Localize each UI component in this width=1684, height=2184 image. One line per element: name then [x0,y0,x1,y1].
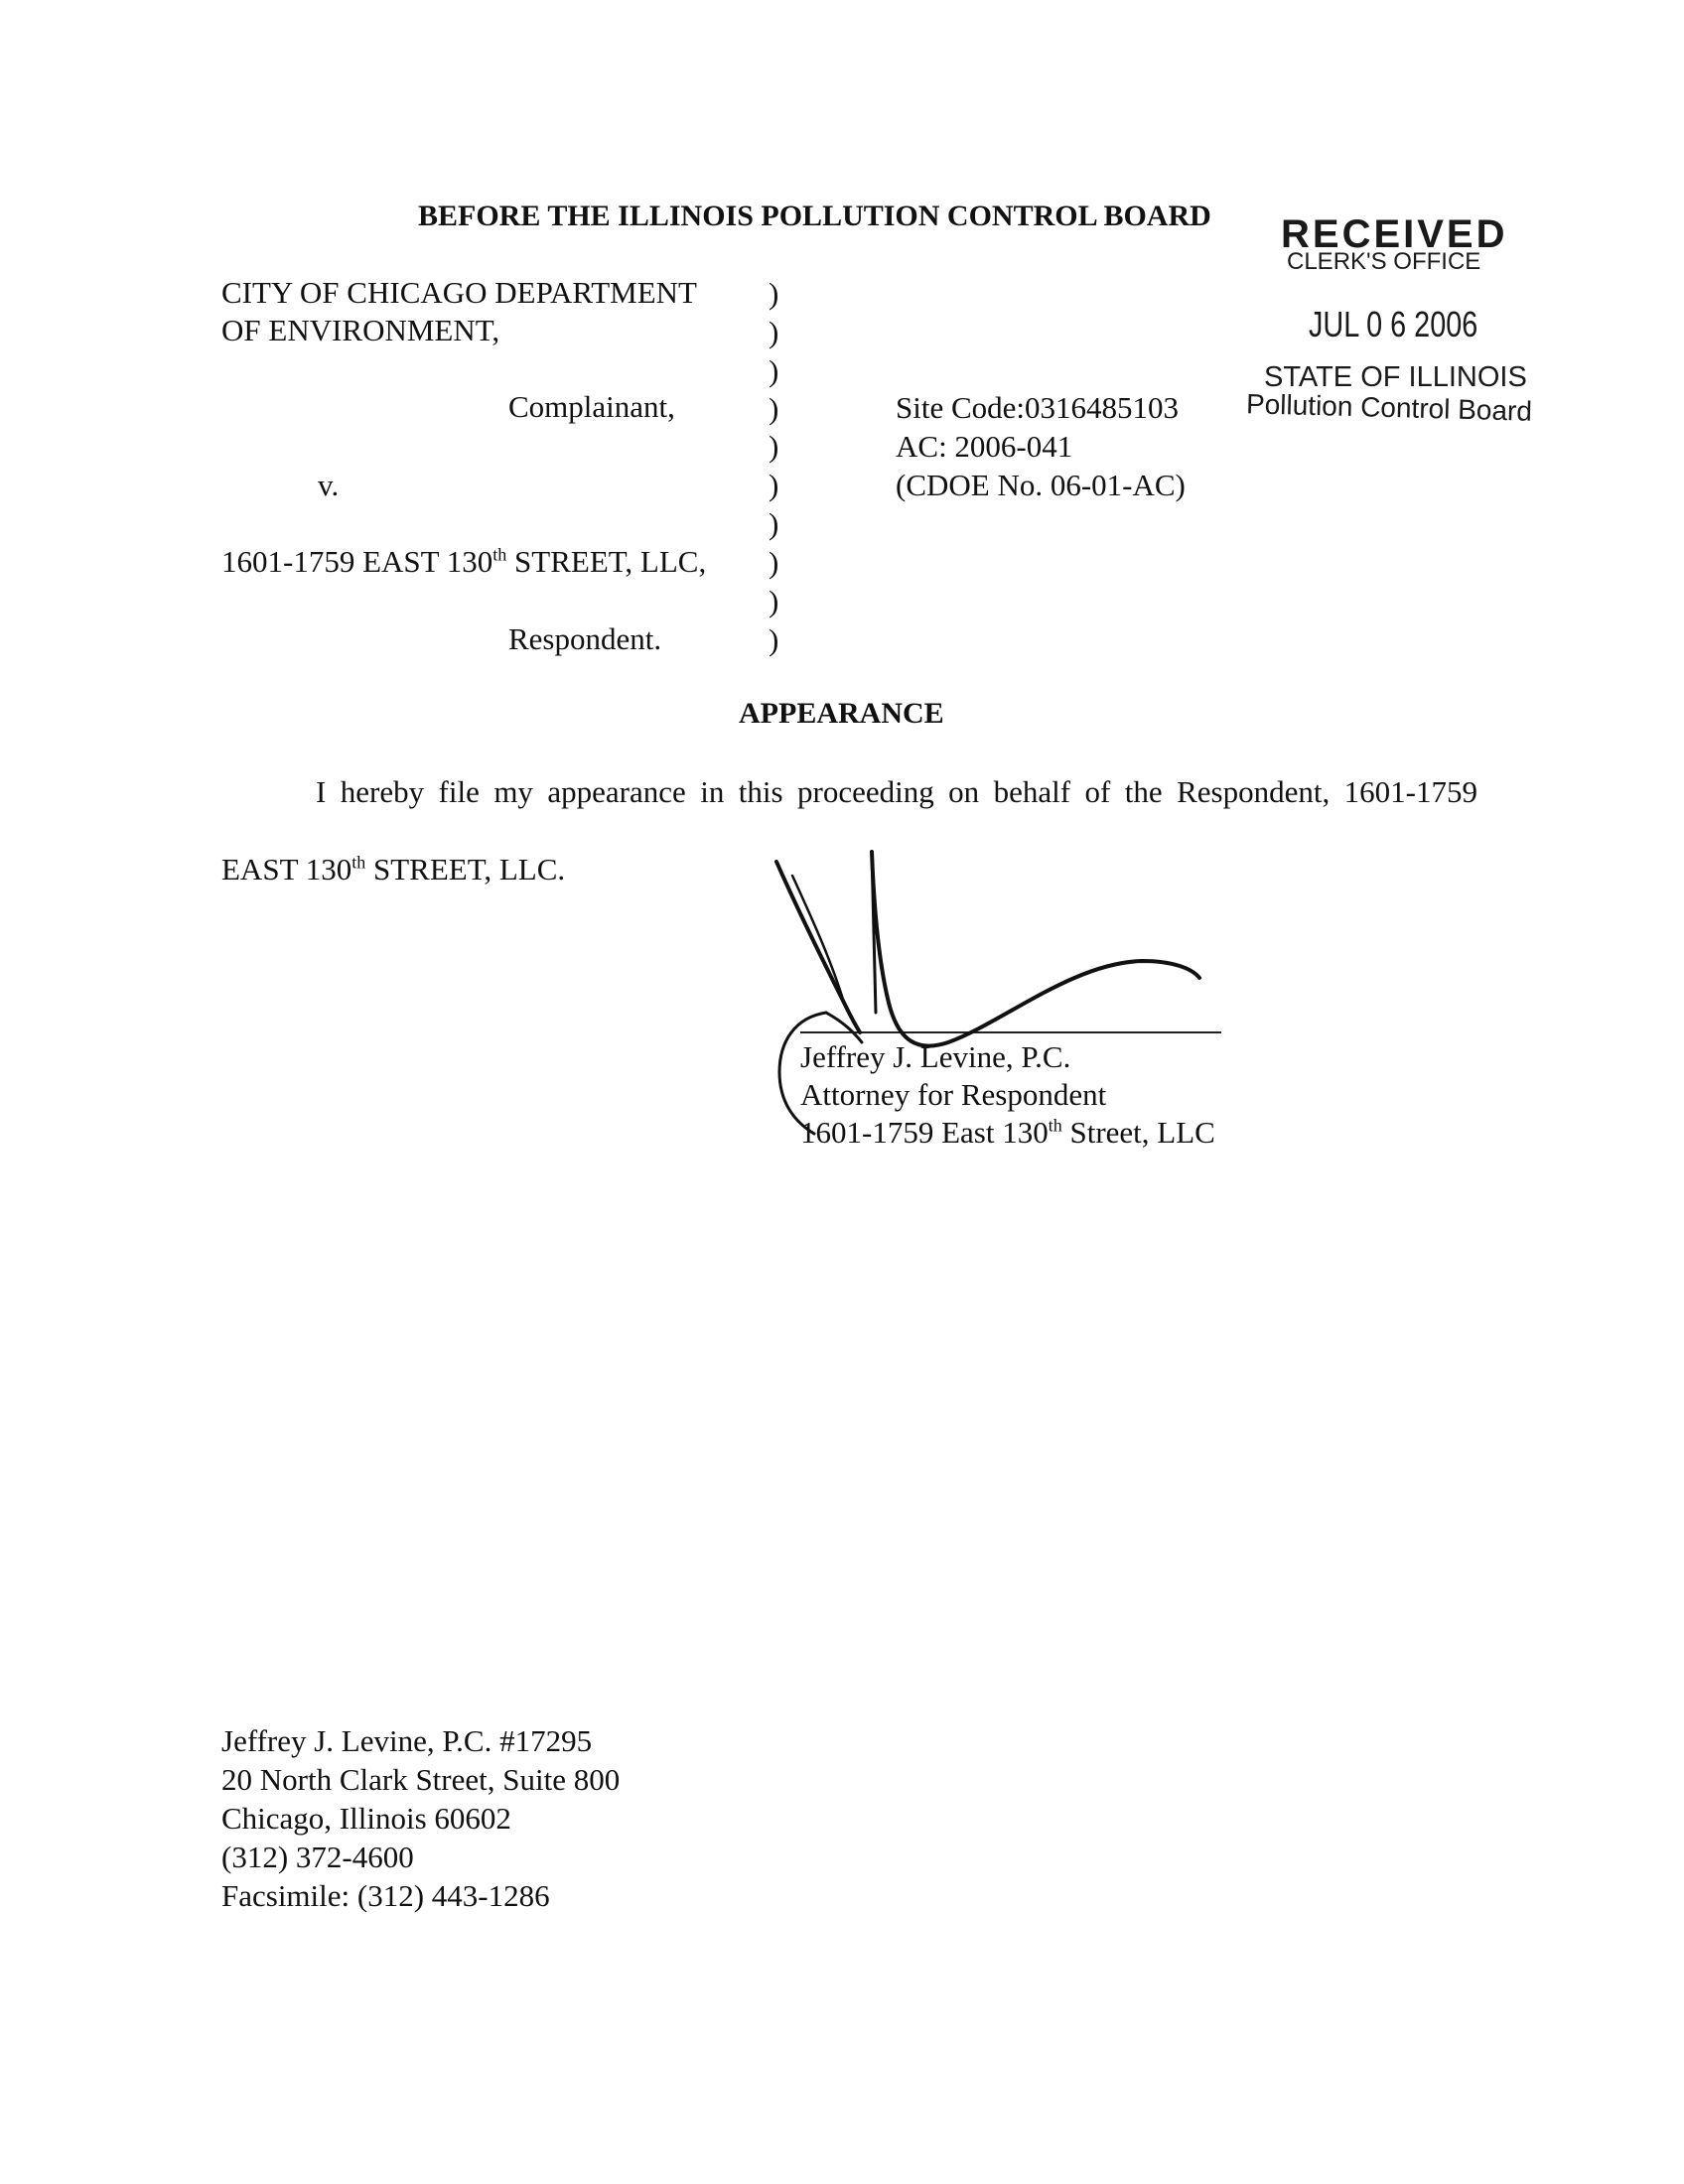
caption-paren: ) [769,506,779,541]
caption-paren: ) [769,468,779,502]
paragraph-line2-ordinal: th [351,852,366,873]
appearance-paragraph-line2 [221,851,565,888]
caption-paren: ) [769,584,779,618]
stamp-board: Pollution Control Board [1245,388,1533,427]
section-heading: APPEARANCE [739,697,944,730]
signer-client-rest: Street, LLC [1061,1115,1215,1150]
document-title: BEFORE THE ILLINOIS POLLUTION CONTROL BOARD [418,200,1211,232]
respondent-name [221,543,706,581]
signer-client-ordinal: th [1048,1115,1062,1136]
caption-paren: ) [769,622,779,657]
paragraph-line2-prefix: EAST 130 [221,852,352,887]
attorney-fax-line: Facsimile: (312) 443-1286 [221,1878,550,1913]
signer-client [800,1114,1215,1152]
respondent-name-prefix: 1601-1759 EAST 130 [221,544,493,579]
appearance-paragraph-line1: I hereby file my appearance in this proceeding on behalf of the Respondent, 1601-1759 [316,774,1477,809]
caption-paren: ) [769,391,779,426]
caption-paren: ) [769,353,779,388]
complainant-name-line2: OF ENVIRONMENT, [221,313,500,347]
complainant-name-line1: CITY OF CHICAGO DEPARTMENT [221,275,697,310]
respondent-name-rest: STREET, LLC, [506,544,707,579]
versus-label: v. [318,468,340,502]
caption-paren: ) [769,276,779,311]
caption-paren: ) [769,545,779,580]
stamp-state: STATE OF ILLINOIS [1264,361,1527,393]
signer-name: Jeffrey J. Levine, P.C. [800,1039,1071,1074]
site-code: Site Code:0316485103 [896,390,1180,425]
caption-paren: ) [769,429,779,464]
cdoe-number: (CDOE No. 06-01-AC) [896,468,1186,502]
respondent-label: Respondent. [508,621,662,656]
attorney-phone-line: (312) 372-4600 [221,1840,414,1874]
stamp-office: CLERK'S OFFICE [1287,248,1481,275]
caption-paren: ) [769,315,779,349]
respondent-name-ordinal: th [492,544,507,565]
signer-client-prefix: 1601-1759 East 130 [800,1115,1049,1150]
attorney-city-line: Chicago, Illinois 60602 [221,1801,511,1836]
stamp-date: JUL 0 6 2006 [1309,304,1478,344]
paragraph-line2-rest: STREET, LLC. [365,852,566,887]
complainant-label: Complainant, [508,389,675,424]
stamp-received: RECEIVED [1281,212,1508,256]
ac-number: AC: 2006-041 [896,429,1073,464]
signer-role: Attorney for Respondent [800,1077,1107,1112]
attorney-street-line: 20 North Clark Street, Suite 800 [221,1762,621,1797]
attorney-firm-line: Jeffrey J. Levine, P.C. #17295 [221,1723,593,1758]
